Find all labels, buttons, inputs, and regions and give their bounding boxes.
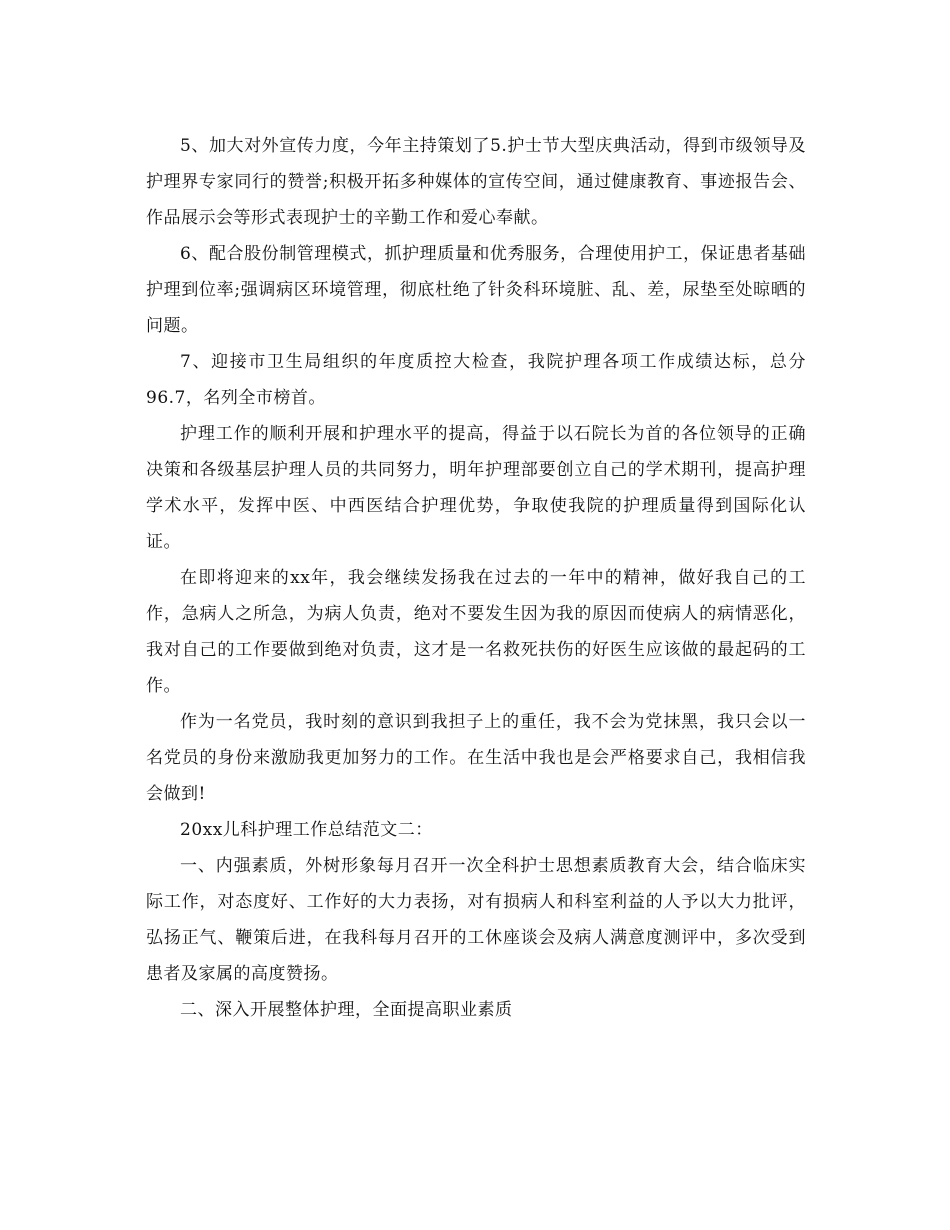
paragraph-party-member: 作为一名党员，我时刻的意识到我担子上的重任，我不会为党抹黑，我只会以一名党员的身份来激励我更加努力的工作。在生活中我也是会严格要求自己，我相信我会做到!	[146, 712, 806, 804]
section-heading-sample-two: 20xx儿科护理工作总结范文二：	[180, 820, 433, 840]
paragraph-next-year: 在即将迎来的xx年，我会继续发扬我在过去的一年中的精神，做好我自己的工作，急病人之所急，为病人负责，绝对不要发生因为我的原因而使病人的病情恶化，我对自己的工作要做到绝对负责，这才是一名救死扶伤的好医生应该做的最起码的工作。	[146, 568, 806, 696]
document-page	[146, 128, 806, 1028]
paragraph-inspection: 7、迎接市卫生局组织的年度质控大检查，我院护理各项工作成绩达标，总分96.7，名列全市榜首。	[146, 352, 806, 408]
paragraph-publicity: 5、加大对外宣传力度，今年主持策划了5.护士节大型庆典活动，得到市级领导及护理界专家同行的赞誉;积极开拓多种媒体的宣传空间，通过健康教育、事迹报告会、作品展示会等形式表现护士的辛勤工作和爱心奉献。	[146, 136, 806, 228]
paragraph-management: 6、配合股份制管理模式，抓护理质量和优秀服务，合理使用护工，保证患者基础护理到位率;强调病区环境管理，彻底杜绝了针灸科环境脏、乱、差，尿垫至处晾晒的问题。	[146, 244, 806, 336]
paragraph-quality-image: 一、内强素质，外树形象每月召开一次全科护士思想素质教育大会，结合临床实际工作，对态度好、工作好的大力表扬，对有损病人和科室利益的人予以大力批评，弘扬正气、鞭策后进，在我科每月召开的工休座谈会及病人满意度测评中，多次受到患者及家属的高度赞扬。	[146, 856, 806, 984]
paragraph-leadership: 护理工作的顺利开展和护理水平的提高，得益于以石院长为首的各位领导的正确决策和各级基层护理人员的共同努力，明年护理部要创立自己的学术期刊，提高护理学术水平，发挥中医、中西医结合护理优势，争取使我院的护理质量得到国际化认证。	[146, 424, 806, 552]
paragraph-holistic-care: 二、深入开展整体护理，全面提高职业素质	[180, 1000, 513, 1020]
